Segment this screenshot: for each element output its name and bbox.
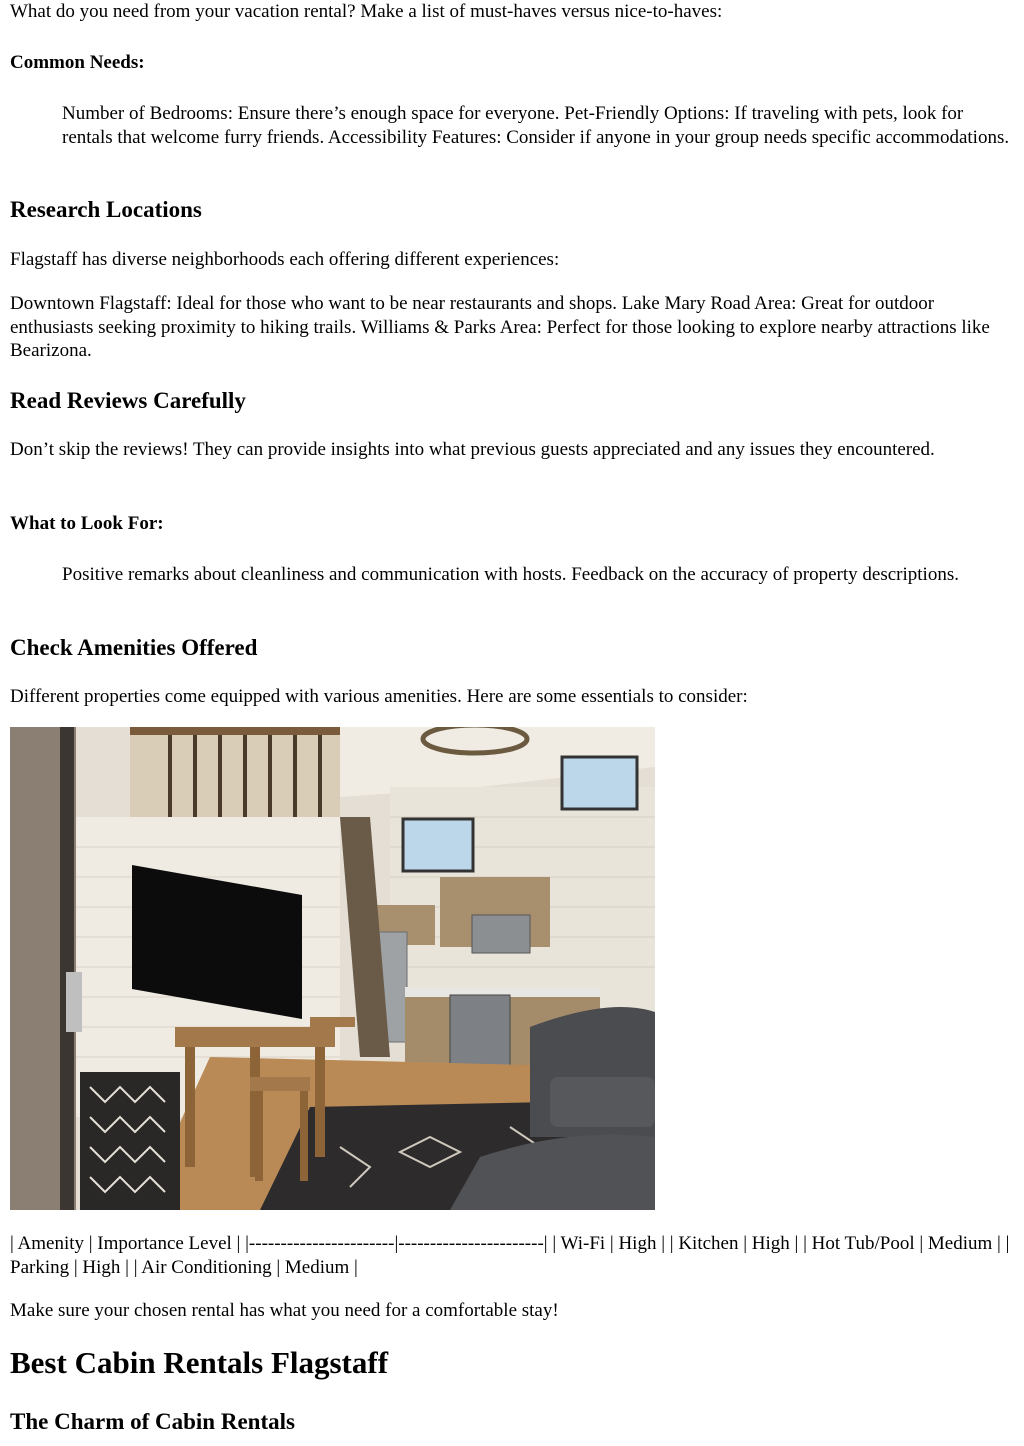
amenities-closing-paragraph: Make sure your chosen rental has what you need for a comfortable stay! bbox=[10, 1300, 559, 1321]
reviews-paragraph: Don’t skip the reviews! They can provide insights into what previous guests appreciated and any issues they encountered. bbox=[10, 439, 935, 460]
research-paragraph-2: Downtown Flagstaff: Ideal for those who want to be near restaurants and shops. Lake Mary Road Area: Great for outdoor enthusiasts seeking proximity to hiking trails. Williams & Parks Area: Perfect for those looking to explore nearby attractions like Bearizona. bbox=[10, 293, 990, 361]
reviews-heading: Read Reviews Carefully bbox=[10, 388, 246, 413]
common-needs-heading: Common Needs: bbox=[10, 52, 145, 73]
what-to-look-for-text: Positive remarks about cleanliness and communication with hosts. Feedback on the accuracy of property descriptions. bbox=[62, 564, 959, 585]
what-to-look-for-heading: What to Look For: bbox=[10, 513, 164, 534]
research-paragraph-1: Flagstaff has diverse neighborhoods each offering different experiences: bbox=[10, 249, 560, 270]
research-heading: Research Locations bbox=[10, 197, 202, 222]
common-needs-text: Number of Bedrooms: Ensure there’s enough space for everyone. Pet-Friendly Options: If traveling with pets, look for rentals that welcome furry friends. Accessibility Features: Consider if anyone in your group needs specific accommodations. bbox=[62, 103, 1010, 148]
amenities-table-text: | Amenity | Importance Level | |-----------------------|-----------------------| | Wi-Fi | High | | Kitchen | High | | Hot Tub/Pool | Medium | | Parking | High | | Air Conditioning | Medium | bbox=[10, 1233, 1010, 1278]
cabin-interior-photo bbox=[10, 727, 655, 1210]
best-cabins-heading: Best Cabin Rentals Flagstaff bbox=[10, 1345, 389, 1380]
amenities-heading: Check Amenities Offered bbox=[10, 635, 258, 660]
charm-of-cabins-heading: The Charm of Cabin Rentals bbox=[10, 1409, 295, 1434]
intro-paragraph: What do you need from your vacation rental? Make a list of must-haves versus nice-to-haves: bbox=[10, 1, 723, 22]
amenities-paragraph: Different properties come equipped with various amenities. Here are some essentials to consider: bbox=[10, 686, 748, 707]
